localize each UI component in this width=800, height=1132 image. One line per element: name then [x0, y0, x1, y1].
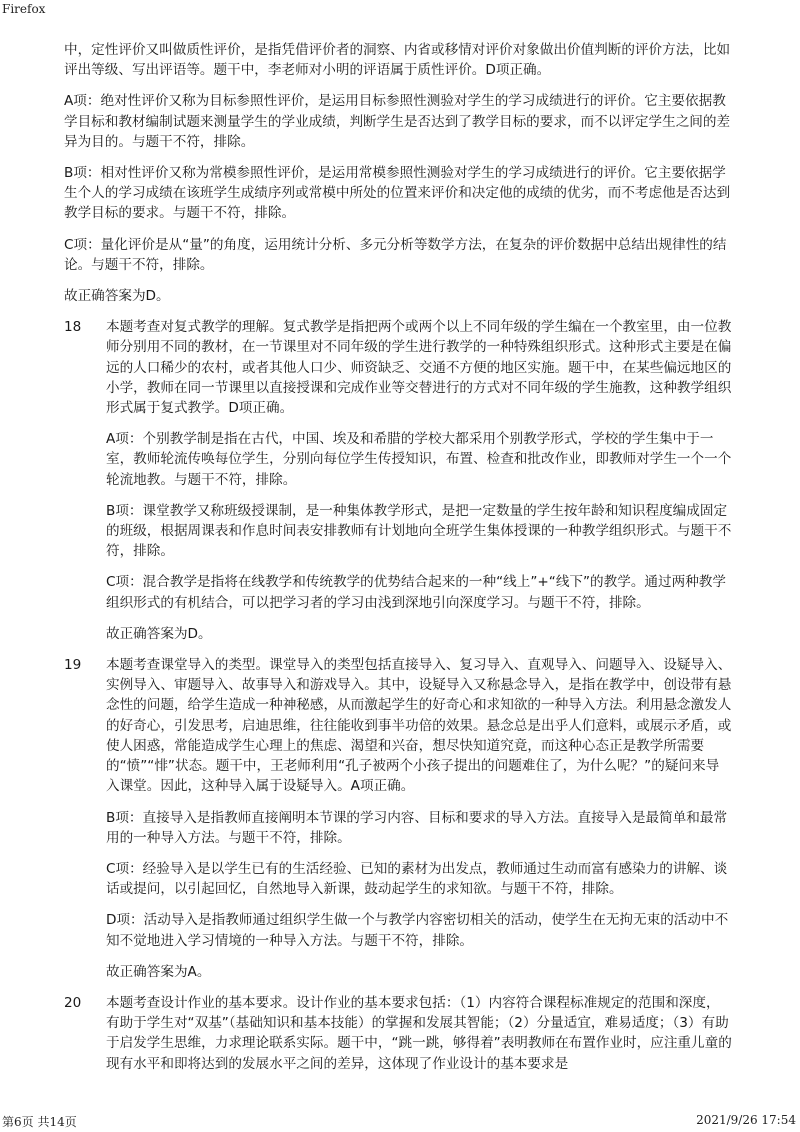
browser-title: Firefox [2, 2, 46, 16]
print-datetime: 2021/9/26 17:54 [696, 1113, 796, 1127]
answer-paragraph: 故正确答案为A。 [106, 963, 211, 980]
question-explanation: 本题考查课堂导入的类型。课堂导入的类型包括直接导入、复习导入、直观导入、问题导入、设疑导入、实例导入、审题导入、故事导入和游戏导入。其中，设疑导入又称悬念导入，是指在教学中，创设带有悬念性的问题，给学生造成一种神秘感，从而激起学生的好奇心和求知欲的一种导入方法。利用悬念激发人的好奇心，引发思考，启迪思维，往往能收到事半功倍的效果。悬念总是出乎人们意料，或展示矛盾，或使人困惑，常能造成学生心理上的焦虑、渴望和兴奋，想尽快知道究竟，而这种心态正是教学所需要的“愤”“悱”状态。题干中，王老师利用“孔子被两个小孩子提出的问题难住了，为什么呢？”的疑问来导入课堂。因此，这种导入属于设疑导入。A项正确。 [106, 657, 732, 795]
option-b-paragraph: B项：直接导入是指教师直接阐明本节课的学习内容、目标和要求的导入方法。直接导入是最简单和最常用的一种导入方法。与题干不符，排除。 [106, 809, 728, 846]
option-c-paragraph: C项：经验导入是以学生已有的生活经验、已知的素材为出发点，教师通过生动而富有感染力的讲解、谈话或提问，以引起回忆，自然地导入新课，鼓动起学生的求知欲。与题干不符，排除。 [106, 860, 728, 898]
question-explanation: 本题考查对复式教学的理解。复式教学是指把两个或两个以上不同年级的学生编在一个教室里，由一位教师分别用不同的教材，在一节课里对不同年级的学生进行教学的一种特殊组织形式。这种形式主要是在偏远的人口稀少的农村，或者其他人口少、师资缺乏、交通不方便的地区实施。题干中，在某些偏远地区的小学，教师在同一节课里以直接授课和完成作业等交替进行的方式对不同年级的学生施教，这种教学组织形式属于复式教学。D项正确。 [106, 319, 732, 417]
question-explanation: 本题考查设计作业的基本要求。设计作业的基本要求包括：（1）内容符合课程标准规定的范围和深度，有助于学生对“双基”（基础知识和基本技能）的掌握和发展其智能；（2）分量适宜，难易适度；（3）有助于启发学生思维，力求理论联系实际。题干中，“跳一跳，够得着”表明教师在布置作业时，应注重儿童的现有水平和即将达到的发展水平之间的差异，这体现了作业设计的基本要求是 [106, 994, 732, 1072]
paragraph: 中，定性评价又叫做质性评价，是指凭借评价者的洞察、内省或移情对评价对象做出价值判断的评价方法，比如评出等级、写出评语等。题干中，李老师对小明的评语属于质性评价。D项正确。 [64, 42, 731, 79]
option-a-paragraph: A项：个别教学制是指在古代，中国、埃及和希腊的学校大都采用个别教学形式，学校的学生集中于一室，教师轮流传唤每位学生，分别向每位学生传授知识，布置、检查和批改作业，即教师对学生一个一个轮流地教。与题干不符，排除。 [106, 431, 732, 488]
option-b-paragraph: B项：相对性评价又称为常模参照性评价，是运用常模参照性测验对学生的学习成绩进行的评价。它主要依据学生个人的学习成绩在该班学生成绩序列或常模中所处的位置来评价和决定他的成绩的优劣，而不考虑他是否达到教学目标的要求。与题干不符，排除。 [64, 165, 731, 222]
option-b-paragraph: B项：课堂教学又称班级授课制，是一种集体教学形式，是把一定数量的学生按年龄和知识程度编成固定的班级，根据周课表和作息时间表安排教师有计划地向全班学生集体授课的一种教学组织形式。与题干不符，排除。 [106, 502, 732, 560]
question-number: 19 [64, 657, 82, 674]
question-number: 18 [64, 319, 82, 336]
question-19 [64, 655, 732, 982]
question-18 [64, 317, 732, 644]
option-a-paragraph: A项：绝对性评价又称为目标参照性评价，是运用目标参照性测验对学生的学习成绩进行的评价。它主要依据教学目标和教材编制试题来测量学生的学业成绩，判断学生是否达到了教学目标的要求，而不以评定学生之间的差异为目的。与题干不符，排除。 [64, 93, 731, 150]
document-content [64, 40, 732, 1085]
option-c-paragraph: C项：混合教学是指将在线教学和传统教学的优势结合起来的一种“线上”+“线下”的教学。通过两种教学组织形式的有机结合，可以把学习者的学习由浅到深地引向深度学习。与题干不符，排除。 [106, 574, 726, 611]
question-20 [64, 993, 732, 1074]
answer-paragraph: 故正确答案为D。 [106, 625, 212, 642]
option-d-paragraph: D项：活动导入是指教师通过组织学生做一个与教学内容密切相关的活动，使学生在无拘无束的活动中不知不觉地进入学习情境的一种导入方法。与题干不符，排除。 [106, 912, 729, 949]
page-info: 第6页 共14页 [2, 1115, 77, 1129]
option-c-paragraph: C项：量化评价是从“量”的角度，运用统计分析、多元分析等数学方法，在复杂的评价数据中总结出规律性的结论。与题干不符，排除。 [64, 236, 727, 273]
question-number: 20 [64, 994, 82, 1011]
answer-paragraph: 故正确答案为D。 [64, 288, 170, 305]
